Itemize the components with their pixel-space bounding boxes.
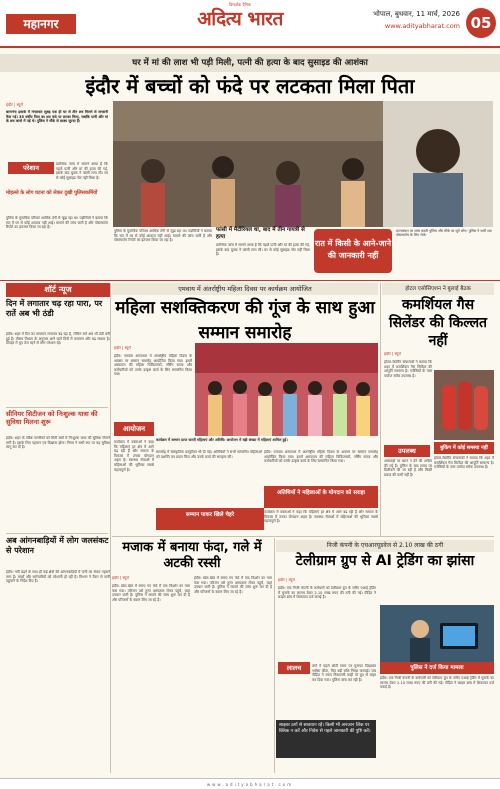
section-tag: महानगर: [6, 14, 76, 34]
centre-body-b-cont: कार्यक्रम में वक्ताओं ने कहा कि महिलाएं हर क्षेत्र में आगे बढ़ रही हैं और समाज के विकास में उनका योगदान अहम है। स्वास्थ्य सेवाओं में महिलाओं की भूमिका सबसे महत्वपूर्ण है।: [264, 510, 378, 524]
right-police-box: बुकिंग में कोई समस्या नहीं: [434, 442, 494, 454]
lead-night-box: रात में किसी के आने-जाने की जानकारी नहीं: [314, 229, 392, 273]
lead-subhead: फांसी में मैटीरियल था, बाद में तीन गायत्री से हत्या: [216, 227, 305, 240]
right-body-b-cont: होटल-रेस्टोरेंट संचालकों ने बताया कि शहर में कमर्शियल गैस सिलेंडर की आपूर्ति सामान्य है। एजेंसियों के पास पर्याप्त स्टॉक उपलब्ध है।: [434, 456, 494, 470]
centre-box-red: सम्मान पाकर खिले चेहरे: [156, 508, 264, 530]
left-story3-body: इंदौर। गर्मी बढ़ने के साथ ही कई क्षेत्रों की आंगनबाड़ियों में पानी का संकट गहराने लगा है। बच्चों और कर्मचारियों को परेशानी हो रही है। विभाग ने टैंकर से पानी पहुंचाने के निर्देश दिए हैं।: [6, 570, 110, 584]
bottom-left-headline: मजाक में बनाया फंदा, गले में अटकी रस्सी: [122, 540, 262, 571]
bottom-right-dark-box: साइबर ठगों से सावधान रहें। किसी भी अनजान लिंक पर क्लिक न करें और निवेश से पहले जानकारी की पुष्टि करें।: [276, 720, 376, 758]
divider: [112, 536, 494, 537]
page-number: 05: [466, 8, 496, 38]
bottom-right-label: लालच: [278, 662, 310, 674]
centre-byline: इंदौर | ब्यूरो: [114, 346, 131, 350]
centre-photo-scene: [195, 343, 378, 436]
centre-box-blue: अतिथियों ने महिलाओं के योगदान को सराहा: [264, 486, 378, 508]
right-byline: इंदौर | ब्यूरो: [384, 352, 401, 356]
lead-body-c-cont: प्रारंभिक जांच में सामने आया है कि पहले पत्नी और मां की हत्या की गई, इसके बाद युवक ने फांसी लगा ली। घर से कोई सुसाइड नोट नहीं मिला है।: [216, 243, 310, 257]
right-kicker: होटल एसोसिएशन ने बुलाई बैठक: [382, 283, 494, 295]
divider: [110, 283, 111, 773]
bottom-left-body-cont: इंदौर। खेल-खेल में बनाए गए फंदे में एक किशोर का गला फंस गया। परिजन उसे तुरंत अस्पताल लेकर पहुंचे, जहां उपचार जारी है। पुलिस ने मामले की जांच शुरू कर दी है और परिजनों के बयान लिए जा रहे हैं।: [194, 576, 272, 594]
left-story2-headline: सीनियर सिटीजन को निःशुल्क यात्रा की सुविधा मिलना शुरू: [6, 410, 98, 426]
logo-text: अदित्य भारत: [197, 8, 283, 30]
footer: www.adityabharat.com: [0, 778, 500, 789]
bottom-right-photo: [380, 605, 494, 662]
left-story1-body: इंदौर। शहर में दिन का तापमान लगातार बढ़ रहा है, लेकिन रातें अब भी ठंडी बनी हुई हैं। मौसम विभाग के अनुसार आने वाले दिनों में तापमान और बढ़ सकता है। दोपहर में धूप तेज रहने से लोग परेशान रहे।: [6, 332, 110, 346]
centre-headline: महिला सशक्तिकरण की गूंज के साथ हुआ सम्मान समारोह: [115, 298, 375, 343]
centre-body-a: इंदौर। एमवाय अस्पताल में अंतर्राष्ट्रीय महिला दिवस के अवसर पर सम्मान समारोह आयोजित किया गया। इसमें अस्पताल की महिला चिकित्सकों, नर्सिंग स्टाफ और कर्मचारियों को उनके उत्कृष्ट कार्य के लिए सम्मानित किया गया।: [114, 354, 192, 377]
lead-body-b: पुलिस के मुताबिक परिवार आर्थिक तंगी से जूझ रहा था। पड़ोसियों ने बताया कि रात में घर से कोई आवाज नहीं आई। मामले की जांच जारी है और पोस्टमार्टम रिपोर्ट का इंतजार किया जा रहा है।: [6, 216, 108, 230]
centre-kicker: एमवाय में अंतर्राष्ट्रीय महिला दिवस पर कार्यक्रम आयोजित: [112, 283, 378, 295]
lead-photo: [113, 101, 493, 227]
lead-body-c: प्रारंभिक जांच में सामने आया है कि पहले पत्नी और मां की हत्या की गई, इसके बाद युवक ने फांसी लगा ली। घर से कोई सुसाइड नोट नहीं मिला है।: [56, 162, 108, 180]
bottom-right-body-c: इंदौर। एक निजी कंपनी के कर्मचारी को टेलीग्राम ग्रुप के जरिए एआई ट्रेडिंग में मुनाफे का लालच देकर 2.10 लाख रुपए की ठगी की गई। पीड़ित ने क्राइम ब्रांच में शिकायत दर्ज कराई है।: [380, 676, 494, 690]
dateline: भोपाल, बुधवार, 11 मार्च, 2026: [373, 10, 460, 18]
lead-photo-caption: घटनास्थल पर जांच करती पुलिस और मौके पर जुटे लोग। पुलिस ने सभी शव पोस्टमार्टम के लिए भेजे।: [396, 229, 492, 238]
label-pareshan: परेशान: [8, 162, 54, 174]
divider: [6, 407, 108, 408]
shortnews-tag: शॉर्ट न्यूज: [6, 283, 110, 297]
divider: [6, 533, 108, 534]
centre-photo: [195, 343, 378, 436]
bottom-right-body-a: इंदौर। एक निजी कंपनी के कर्मचारी को टेलीग्राम ग्रुप के जरिए एआई ट्रेडिंग में मुनाफे का लालच देकर 2.10 लाख रुपए की ठगी की गई। पीड़ित ने क्राइम ब्रांच में शिकायत दर्ज कराई है।: [278, 586, 376, 600]
website: www.adityabharat.com: [384, 22, 460, 30]
masthead: [0, 0, 500, 48]
bottom-right-headline: टेलीग्राम ग्रुप से AI ट्रेडिंग का झांसा: [295, 553, 475, 569]
lead-photo-scene: [113, 101, 493, 227]
divider: [274, 538, 275, 773]
centre-body-b: कार्यक्रम में वक्ताओं ने कहा कि महिलाएं हर क्षेत्र में आगे बढ़ रही हैं और समाज के विकास में उनका योगदान अहम है। स्वास्थ्य सेवाओं में महिलाओं की भूमिका सबसे महत्वपूर्ण है।: [114, 440, 154, 472]
divider: [0, 280, 500, 281]
right-body-b: अफवाहों पर ध्यान न देने की अपील की गई है। बुकिंग के बाद समय पर डिलीवरी की जा रही है और किसी प्रकार की कमी नहीं है।: [384, 459, 432, 477]
right-body-a: होटल-रेस्टोरेंट संचालकों ने बताया कि शहर में कमर्शियल गैस सिलेंडर की आपूर्ति सामान्य है। एजेंसियों के पास पर्याप्त स्टॉक उपलब्ध है।: [384, 360, 432, 378]
left-story3-headline: अब आंगनबाड़ियों में लोग जलसंकट से परेशान: [6, 536, 109, 555]
left-story1-headline: दिन में लगातार चढ़ रहा पारा, पर रातें अब भी ठंडी: [6, 299, 103, 318]
lead-body-a-cont: पुलिस के मुताबिक परिवार आर्थिक तंगी से जूझ रहा था। पड़ोसियों ने बताया कि रात में घर से कोई आवाज नहीं आई। मामले की जांच जारी है और पोस्टमार्टम रिपोर्ट का इंतजार किया जा रहा है।: [114, 229, 212, 243]
bottom-right-photo-caption: पुलिस ने दर्ज किया मामला: [380, 662, 494, 674]
right-headline: कमर्शियल गैस सिलेंडर की किल्लत नहीं: [388, 297, 488, 349]
right-label: उपलब्ध: [384, 445, 430, 457]
lead-body-a: बाणगंगा इलाके में मंगलवार सुबह एक ही घर से तीन शव मिलने से सनसनी फैल गई। 35 वर्षीय पिता का शव फंदे पर लटका मिला, जबकि पत्नी और मां के शव कमरे में पड़े थे। पुलिस ने मौके से साक्ष्य जुटाए हैं।: [6, 110, 108, 124]
bottom-right-body-b: ठगों ने पहले छोटी रकम पर मुनाफा दिखाकर भरोसा जीता, फिर बड़ी राशि निवेश करवाई। जब पीड़ित ने रकम निकालनी चाही तो ग्रुप से बाहर कर दिया गया। पुलिस जांच कर रही है।: [312, 664, 376, 682]
bottom-right-kicker: निजी कंपनी के एचआरयूडवेज से 2.10 लाख की ठगी: [276, 540, 494, 552]
centre-photo-caption: कार्यक्रम में सम्मान प्राप्त करती महिलाएं और अतिथि। आयोजन में बड़ी संख्या में महिलाएं शामिल हुईं।: [156, 438, 288, 442]
left-story2-body: इंदौर। शहर के वरिष्ठ नागरिकों को सिटी बसों में निःशुल्क यात्रा की सुविधा मिलने लगी है। इसके लिए पहचान पत्र दिखाना होगा। निगम ने सभी रूट पर यह सुविधा लागू कर दी है।: [6, 436, 110, 450]
bottom-right-byline: इंदौर | ब्यूरो: [278, 578, 295, 582]
bottom-left-byline: इंदौर | ब्यूरो: [112, 576, 129, 580]
centre-label: आयोजन: [114, 422, 154, 436]
lead-kicker: घर में मां की लाश भी पड़ी मिली, पत्नी की हत्या के बाद सुसाइड की आशंका: [0, 54, 500, 72]
lead-boxed-quote: मोहल्ले के लोग घटना को लेकर दुखी पुलिसकर्मियों: [6, 190, 98, 196]
telegram-photo: [380, 605, 494, 662]
logo: [180, 2, 300, 42]
lead-byline: इंदौर | ब्यूरो: [6, 102, 23, 107]
bottom-left-body: इंदौर। खेल-खेल में बनाए गए फंदे में एक किशोर का गला फंस गया। परिजन उसे तुरंत अस्पताल लेकर पहुंचे, जहां उपचार जारी है। पुलिस ने मामले की जांच शुरू कर दी है और परिजनों के बयान लिए जा रहे हैं।: [112, 584, 190, 602]
logo-tagline: दिग्दर्शक दैनिक: [229, 2, 251, 7]
right-photo: [434, 370, 494, 440]
lead-headline: इंदौर में बच्चों को फंदे पर लटकता मिला पिता: [85, 74, 415, 98]
cylinder-photo: [434, 370, 494, 440]
divider: [380, 283, 381, 536]
centre-body-a-cont: इंदौर। एमवाय अस्पताल में अंतर्राष्ट्रीय महिला दिवस के अवसर पर सम्मान समारोह आयोजित किया गया। इसमें अस्पताल की महिला चिकित्सकों, नर्सिंग स्टाफ और कर्मचारियों को उनके उत्कृष्ट कार्य के लिए सम्मानित किया गया।: [264, 450, 378, 464]
centre-body-c: समारोह में सांस्कृतिक प्रस्तुतियां भी दी गईं। अतिथियों ने सभी सम्मानित महिलाओं को प्रशस्ति पत्र प्रदान किए और उनके कार्य की सराहना की।: [156, 450, 262, 459]
